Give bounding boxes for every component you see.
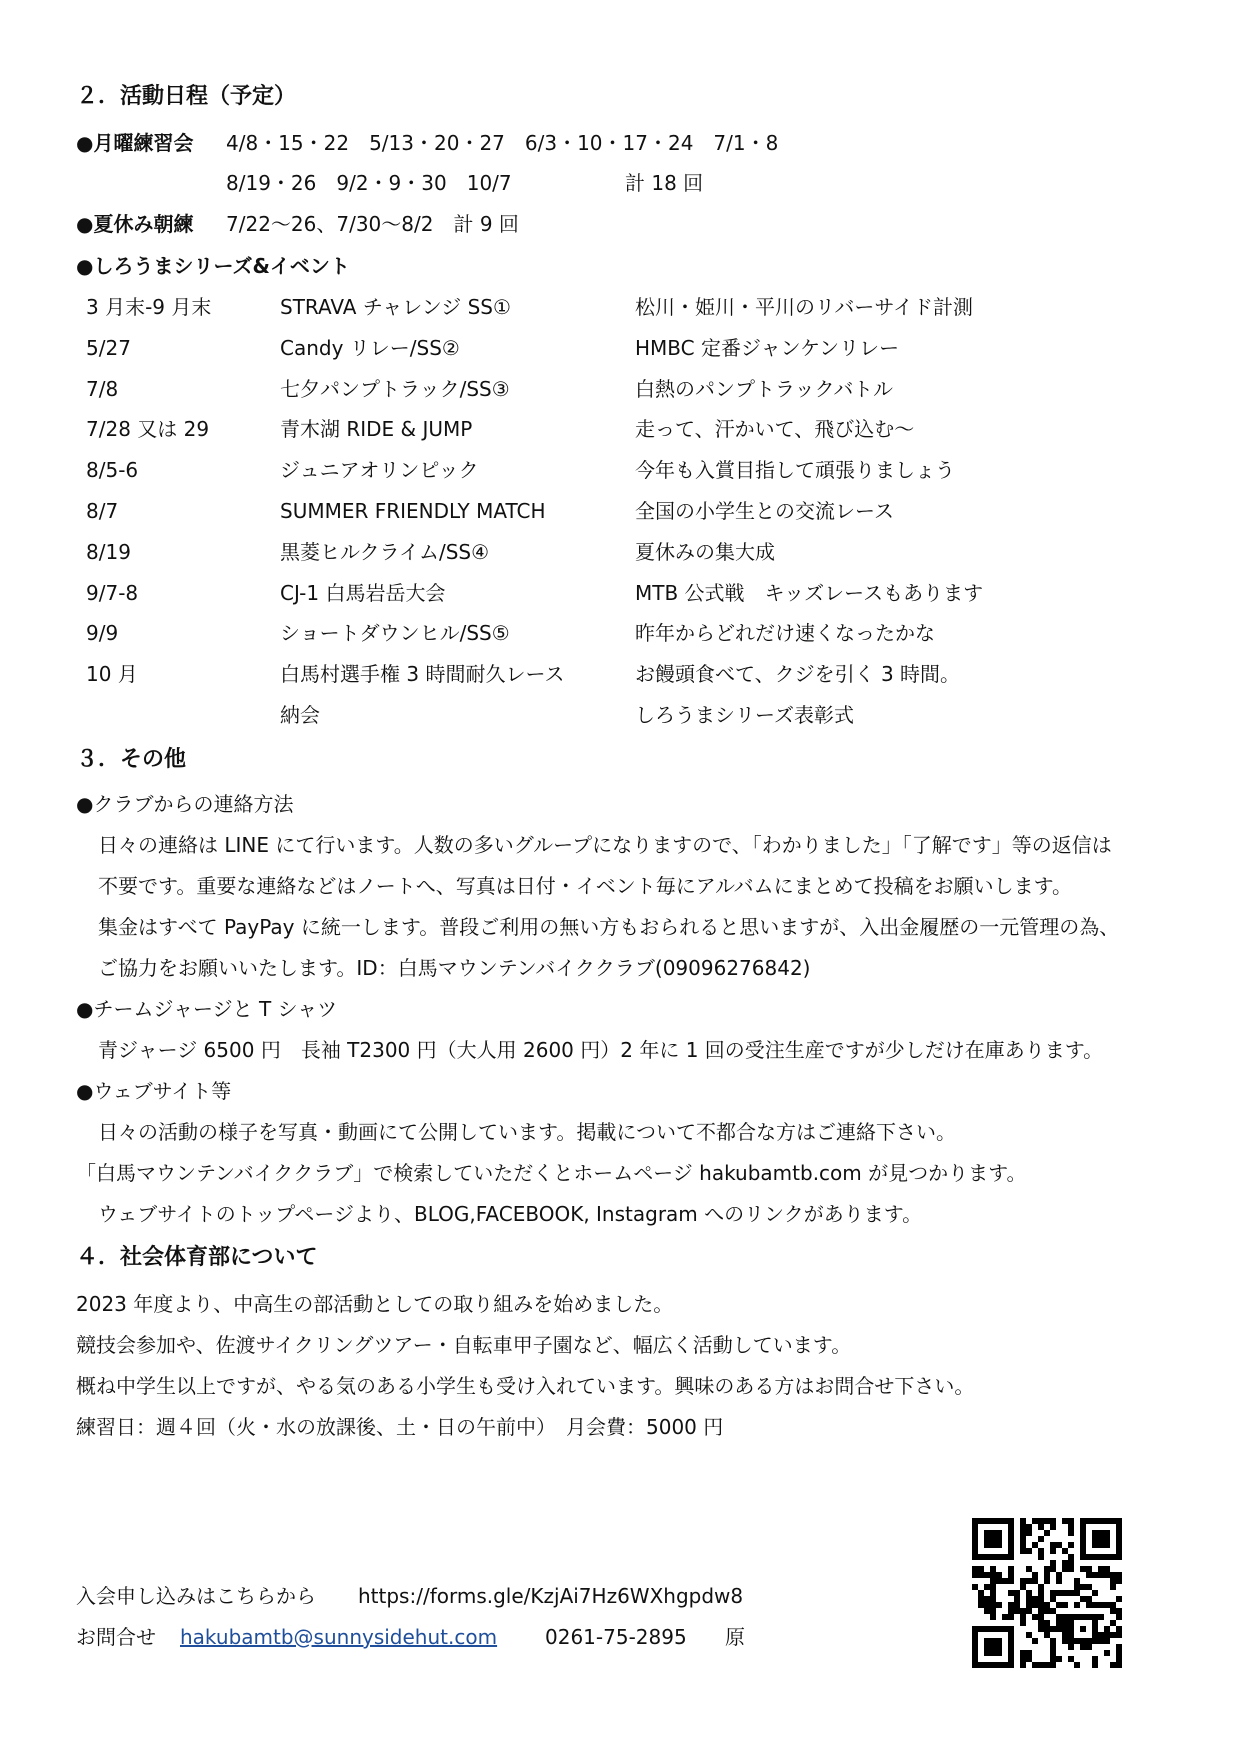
email-link[interactable]: hakubamtb@sunnysidehut.com bbox=[180, 1625, 498, 1649]
event-name: 白馬村選手権 3 時間耐久レース bbox=[280, 662, 565, 686]
event-name: 青木湖 RIDE & JUMP bbox=[280, 417, 473, 441]
contact-line: 不要です。重要な連絡などはノートへ、写真は日付・イベント毎にアルバムにまとめて投稿をお願いします。 bbox=[98, 874, 1072, 898]
contact-person: 原 bbox=[725, 1625, 745, 1649]
event-name: STRAVA チャレンジ SS① bbox=[280, 295, 511, 319]
qr-code-icon[interactable] bbox=[972, 1518, 1122, 1668]
summer-label: ●夏休み朝練 bbox=[76, 212, 194, 236]
jersey-label: ●チームジャージと T シャツ bbox=[76, 997, 338, 1021]
monday-total: 計 18 回 bbox=[625, 171, 704, 195]
event-date: 8/7 bbox=[86, 499, 119, 523]
apply-url[interactable]: https://forms.gle/KzjAi7Hz6WXhgpdw8 bbox=[358, 1584, 744, 1608]
summer-dates: 7/22～26、7/30～8/2 計 9 回 bbox=[226, 212, 519, 236]
jersey-text: 青ジャージ 6500 円 長袖 T2300 円（大人用 2600 円）2 年に 1 回の受注生産ですが少しだけ在庫あります。 bbox=[98, 1038, 1104, 1062]
section4-line: 2023 年度より、中高生の部活動としての取り組みを始めました。 bbox=[76, 1292, 674, 1316]
event-note: 夏休みの集大成 bbox=[635, 540, 775, 564]
section4-line: 競技会参加や、佐渡サイクリングツアー・自転車甲子園など、幅広く活動しています。 bbox=[76, 1333, 852, 1357]
event-name: 納会 bbox=[280, 703, 320, 727]
phone-number: 0261-75-2895 bbox=[545, 1625, 687, 1649]
event-note: 全国の小学生との交流レース bbox=[635, 499, 894, 523]
event-note: しろうまシリーズ表彰式 bbox=[635, 703, 854, 727]
monday-dates-1: 4/8・15・22 5/13・20・27 6/3・10・17・24 7/1・8 bbox=[226, 131, 779, 155]
event-note: 昨年からどれだけ速くなったかな bbox=[635, 621, 935, 645]
event-date: 5/27 bbox=[86, 336, 131, 360]
event-name: SUMMER FRIENDLY MATCH bbox=[280, 499, 546, 523]
monday-dates-2: 8/19・26 9/2・9・30 10/7 bbox=[226, 171, 512, 195]
event-name: ショートダウンヒル/SS⑤ bbox=[280, 621, 510, 645]
event-name: 黒菱ヒルクライム/SS④ bbox=[280, 540, 490, 564]
event-date: 10 月 bbox=[86, 662, 138, 686]
event-name: 七夕パンプトラック/SS③ bbox=[280, 377, 510, 401]
event-date: 9/9 bbox=[86, 621, 119, 645]
event-name: ジュニアオリンピック bbox=[280, 458, 479, 482]
contact-line: ご協力をお願いいたします。ID：白馬マウンテンバイククラブ(09096276842) bbox=[98, 956, 811, 980]
event-date: 8/19 bbox=[86, 540, 131, 564]
event-date: 8/5-6 bbox=[86, 458, 139, 482]
event-date: 7/28 又は 29 bbox=[86, 417, 210, 441]
event-date: 9/7-8 bbox=[86, 581, 139, 605]
monday-label: ●月曜練習会 bbox=[76, 131, 194, 155]
event-note: 白熱のパンプトラックバトル bbox=[635, 377, 893, 401]
section3-heading: ３．その他 bbox=[76, 747, 187, 772]
website-label: ●ウェブサイト等 bbox=[76, 1079, 232, 1103]
event-note: お饅頭食べて、クジを引く 3 時間。 bbox=[635, 662, 961, 686]
website-line: 「白馬マウンテンバイククラブ」で検索していただくとホームページ hakubamtb.com が見つかります。 bbox=[76, 1161, 1027, 1185]
apply-label: 入会申し込みはこちらから bbox=[76, 1584, 316, 1608]
website-line: 日々の活動の様子を写真・動画にて公開しています。掲載について不都合な方はご連絡下さい。 bbox=[98, 1120, 956, 1144]
section4-line: 練習日：週４回（火・水の放課後、土・日の午前中） 月会費：5000 円 bbox=[76, 1415, 724, 1439]
website-line: ウェブサイトのトップページより、BLOG,FACEBOOK, Instagram へのリンクがあります。 bbox=[98, 1202, 923, 1226]
section2-heading: ２．活動日程（予定） bbox=[76, 84, 297, 109]
inquiry-label: お問合せ bbox=[76, 1625, 156, 1649]
series-label: ●しろうまシリーズ&イベント bbox=[76, 254, 350, 278]
event-note: HMBC 定番ジャンケンリレー bbox=[635, 336, 900, 360]
event-note: 走って、汗かいて、飛び込む～ bbox=[635, 417, 915, 441]
contact-line: 集金はすべて PayPay に統一します。普段ご利用の無い方もおられると思いますが、入出金履歴の一元管理の為、 bbox=[98, 915, 1120, 939]
event-note: MTB 公式戦 キッズレースもあります bbox=[635, 581, 984, 605]
contact-line: 日々の連絡は LINE にて行います。人数の多いグループになりますので、「わかりました」「了解です」等の返信は bbox=[98, 833, 1112, 857]
event-date: 3 月末-9 月末 bbox=[86, 295, 212, 319]
contact-method-label: ●クラブからの連絡方法 bbox=[76, 792, 294, 816]
event-name: CJ-1 白馬岩岳大会 bbox=[280, 581, 446, 605]
event-note: 今年も入賞目指して頑張りましょう bbox=[635, 458, 955, 482]
section4-heading: ４．社会体育部について bbox=[76, 1245, 318, 1270]
event-name: Candy リレー/SS② bbox=[280, 336, 460, 360]
event-note: 松川・姫川・平川のリバーサイド計測 bbox=[635, 295, 973, 319]
event-date: 7/8 bbox=[86, 377, 119, 401]
section4-line: 概ね中学生以上ですが、やる気のある小学生も受け入れています。興味のある方はお問合せ下さい。 bbox=[76, 1374, 975, 1398]
